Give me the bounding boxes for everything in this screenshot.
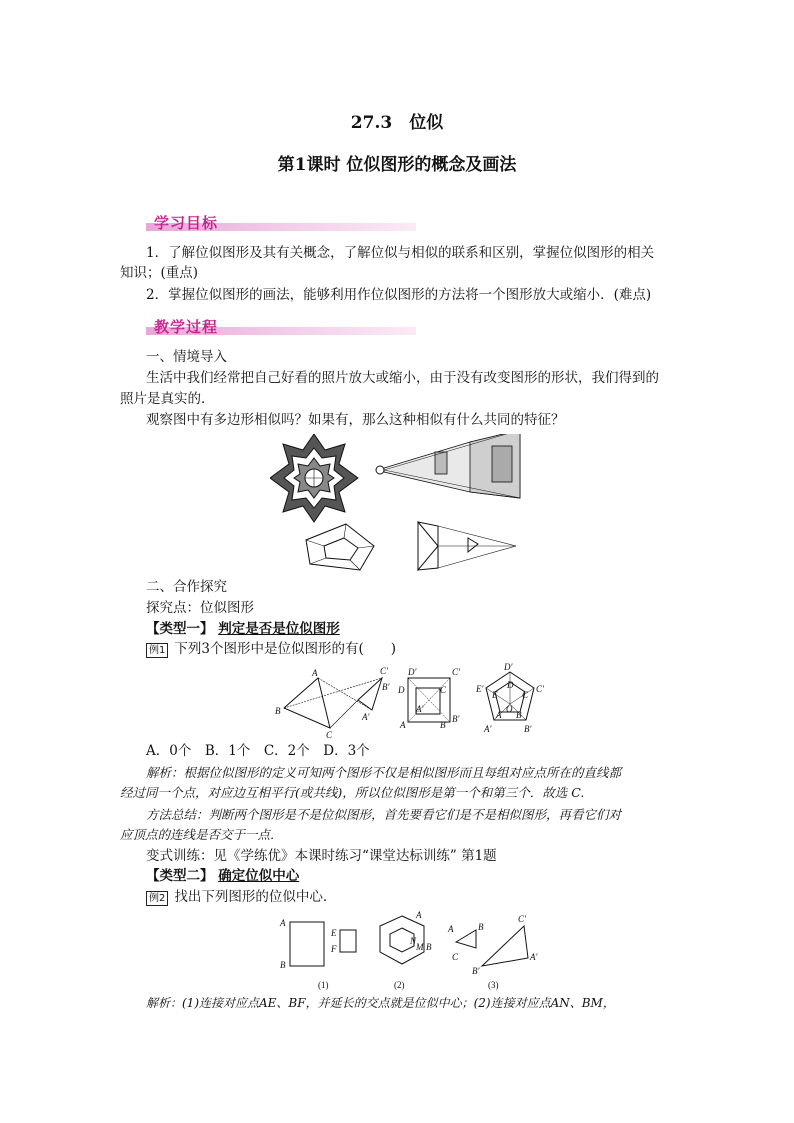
fig1-label-C: C	[326, 730, 333, 740]
example1-figure-1	[275, 666, 390, 740]
goals-banner	[146, 212, 416, 232]
ex2-f1-label-B: B	[280, 960, 286, 970]
goal-1-line2: 知识；(重点)	[120, 265, 199, 281]
fig2-label-D: D	[398, 685, 405, 695]
fig3-label-C: C	[522, 690, 529, 700]
method-summary-line2: 应顶点的连线是否交于一点．	[120, 827, 283, 842]
fig1-label-A: A	[312, 668, 318, 678]
process-banner-label: 教学过程	[154, 318, 219, 336]
example1-question-row	[146, 640, 396, 658]
goal-2: 2．掌握位似图形的画法，能够利用作位似图形的方法将一个图形放大或缩小．(难点)	[146, 287, 652, 303]
example2-analysis: 解析：(1)连接对应点AE、BF，并延长的交点就是位似中心；(2)连接对应点AN、BM，	[146, 996, 615, 1010]
type2-heading	[146, 867, 299, 885]
type1-heading	[146, 620, 340, 638]
ex2-f2-label-M: M	[416, 942, 424, 952]
part1-heading: 一、情境导入	[146, 349, 227, 365]
fig2-label-B: B	[440, 720, 446, 730]
ex2-f3-label-A: A	[448, 924, 454, 934]
triangle-projection-figure	[418, 522, 516, 570]
ex2-f3-label-B: B	[478, 922, 484, 932]
ex2-f3-label-Cp: C′	[518, 914, 526, 924]
ex2-f3-label-C: C	[452, 952, 459, 962]
ex2-caption-3: (3)	[488, 980, 499, 990]
intro-line3: 观察图中有多边形相似吗？如果有，那么这种相似有什么共同的特征？	[146, 412, 565, 428]
topic-heading: 探究点：位似图形	[146, 600, 254, 616]
goal-1-line1: 1．了解位似图形及其有关概念，了解位似与相似的联系和区别，掌握位似图形的相关	[146, 245, 655, 261]
type1-title: 判定是否是位似图形	[218, 621, 340, 637]
example2-figure-2	[380, 910, 432, 990]
ex2-f2-label-A: A	[416, 910, 422, 920]
nested-quadrilateral-figure	[306, 524, 374, 570]
fig2-label-Ap: A′	[416, 704, 424, 714]
fig3-label-Dp: D′	[504, 662, 513, 672]
intro-line2: 照片是真实的．	[120, 391, 215, 407]
fig3-label-Cp: C′	[536, 684, 544, 694]
fig2-label-Cp: C′	[452, 667, 460, 677]
ex2-f1-label-E: E	[331, 928, 337, 938]
part2-heading: 二、合作探究	[146, 579, 227, 595]
type2-tag: 【类型二】	[146, 868, 214, 884]
example1-figures	[270, 660, 560, 742]
fig3-label-E: E	[492, 690, 498, 700]
method-summary-line1: 方法总结：判断两个图形是不是位似图形，首先要看它们是不是相似图形，再看它们对	[146, 807, 622, 822]
ex2-f2-label-B: B	[426, 942, 432, 952]
example2-figures	[276, 908, 546, 992]
fig3-label-D: D	[507, 680, 514, 690]
fig3-label-B: B	[516, 710, 522, 720]
fig3-label-Ep: E′	[476, 684, 484, 694]
example2-question-row	[146, 888, 336, 906]
fig3-label-O: O	[506, 704, 513, 714]
example2-question: 找出下列图形的位似中心．	[174, 889, 337, 905]
intro-line1: 生活中我们经常把自己好看的照片放大或缩小，由于没有改变图形的形状，我们得到的	[146, 370, 659, 386]
variant-training: 变式训练：见《学练优》本课时练习“课堂达标训练” 第1题	[146, 848, 497, 864]
ex2-f3-label-Ap: A′	[530, 952, 538, 962]
projector-figure	[376, 434, 520, 498]
fig1-label-Cp: C′	[380, 666, 388, 676]
example2-figure-3	[447, 914, 538, 990]
section-title: 27.3 位似	[350, 113, 444, 133]
fig1-label-B: B	[275, 706, 281, 716]
ex2-f2-label-N: N	[410, 936, 417, 946]
fig3-label-Ap: A′	[484, 724, 492, 734]
ex2-f1-label-A: A	[280, 918, 286, 928]
example1-question: 下列3个图形中是位似图形的有( )	[174, 641, 396, 657]
ex2-f3-label-Bp: B′	[472, 966, 480, 976]
fig3-label-Bp: B′	[524, 724, 532, 734]
example2-tag: 例2	[146, 891, 168, 906]
goals-banner-label: 学习目标	[154, 214, 219, 232]
ex2-f1-label-F: F	[331, 944, 337, 954]
example1-figure-3	[475, 662, 545, 734]
example1-analysis-line1: 解析：根据位似图形的定义可知两个图形不仅是相似图形而且每组对应点所在的直线都	[146, 765, 622, 780]
octagram-figure	[270, 434, 358, 522]
example1-tag: 例1	[146, 643, 168, 658]
ex2-caption-1: (1)	[318, 980, 329, 990]
example1-analysis-line2: 经过同一个点，对应边互相平行(或共线)，所以位似图形是第一个和第三个．故选 C.	[120, 785, 585, 800]
fig2-label-A: A	[400, 720, 406, 730]
intro-figures	[270, 434, 530, 574]
type1-tag: 【类型一】	[146, 621, 214, 637]
fig1-label-Ap: A′	[362, 712, 370, 722]
process-banner	[146, 316, 416, 336]
type2-title: 确定位似中心	[218, 868, 300, 884]
fig2-label-C: C	[440, 685, 447, 695]
example2-figure-1	[279, 918, 356, 990]
fig3-label-A: A	[496, 710, 502, 720]
ex2-caption-2: (2)	[394, 980, 405, 990]
lesson-title: 第1课时 位似图形的概念及画法	[277, 155, 517, 175]
example1-figure-2	[397, 667, 461, 730]
example1-options: A．0个 B．1个 C．2个 D．3个	[146, 743, 370, 759]
fig2-label-Dp: D′	[408, 667, 417, 677]
fig1-label-Bp: B′	[382, 682, 390, 692]
fig2-label-Bp: B′	[452, 714, 460, 724]
